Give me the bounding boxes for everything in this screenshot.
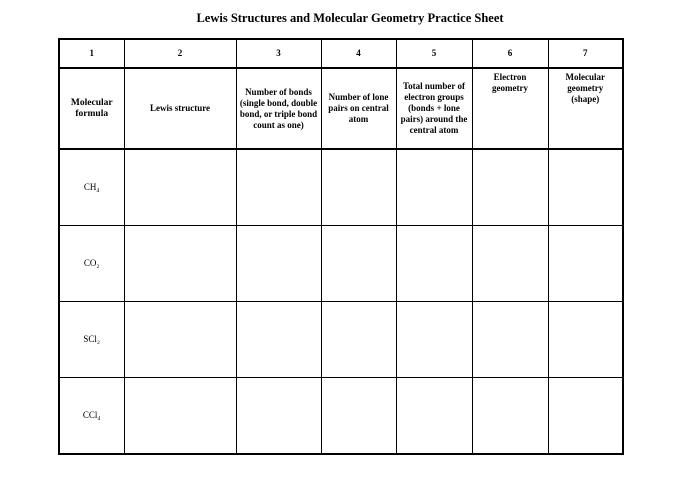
bonds-cell[interactable] [236, 149, 321, 226]
bonds-cell[interactable] [236, 378, 321, 455]
electron-geometry-cell[interactable] [472, 149, 548, 226]
formula-cell: CH₄ [59, 149, 124, 226]
lone-pairs-cell[interactable] [321, 226, 396, 302]
molecular-geometry-cell[interactable] [548, 378, 623, 455]
column-header-number-of-bonds: Number of bonds (single bond, double bond, or triple bond count as one) [236, 68, 321, 149]
column-header-electron-groups: Total number of electron groups (bonds + lone pairs) around the central atom [396, 68, 472, 149]
column-number: 7 [548, 39, 623, 68]
formula-cell: CO₂ [59, 226, 124, 302]
molecular-geometry-cell[interactable] [548, 226, 623, 302]
lewis-structure-cell[interactable] [124, 226, 236, 302]
electron-geometry-cell[interactable] [472, 226, 548, 302]
sheet-title: Lewis Structures and Molecular Geometry Practice Sheet [196, 11, 504, 25]
molecular-geometry-cell[interactable] [548, 149, 623, 226]
lewis-structure-cell[interactable] [124, 302, 236, 378]
electron-geometry-cell[interactable] [472, 302, 548, 378]
column-header-molecular-formula: Molecular formula [59, 68, 124, 149]
table-row [59, 149, 623, 226]
column-header-molecular-geometry: Molecular geometry (shape) [548, 68, 623, 149]
molecular-geometry-cell[interactable] [548, 302, 623, 378]
column-header-lone-pairs: Number of lone pairs on central atom [321, 68, 396, 149]
column-number: 2 [124, 39, 236, 68]
electron-groups-cell[interactable] [396, 378, 472, 455]
lone-pairs-cell[interactable] [321, 149, 396, 226]
table-row [59, 378, 623, 455]
bonds-cell[interactable] [236, 226, 321, 302]
lewis-structure-cell[interactable] [124, 149, 236, 226]
table-row [59, 302, 623, 378]
lewis-structure-cell[interactable] [124, 378, 236, 455]
column-number: 3 [236, 39, 321, 68]
lone-pairs-cell[interactable] [321, 378, 396, 455]
column-number: 5 [396, 39, 472, 68]
column-number: 1 [59, 39, 124, 68]
formula-cell: CCl₄ [59, 378, 124, 455]
electron-groups-cell[interactable] [396, 226, 472, 302]
lone-pairs-cell[interactable] [321, 302, 396, 378]
practice-table [58, 38, 624, 455]
bonds-cell[interactable] [236, 302, 321, 378]
column-header-electron-geometry: Electron geometry [472, 68, 548, 149]
column-header-lewis-structure: Lewis structure [124, 68, 236, 149]
column-header-row [59, 68, 623, 149]
formula-cell: SCl₂ [59, 302, 124, 378]
column-number: 4 [321, 39, 396, 68]
column-number-row [59, 39, 623, 68]
column-number: 6 [472, 39, 548, 68]
electron-groups-cell[interactable] [396, 302, 472, 378]
electron-geometry-cell[interactable] [472, 378, 548, 455]
table-row [59, 226, 623, 302]
electron-groups-cell[interactable] [396, 149, 472, 226]
